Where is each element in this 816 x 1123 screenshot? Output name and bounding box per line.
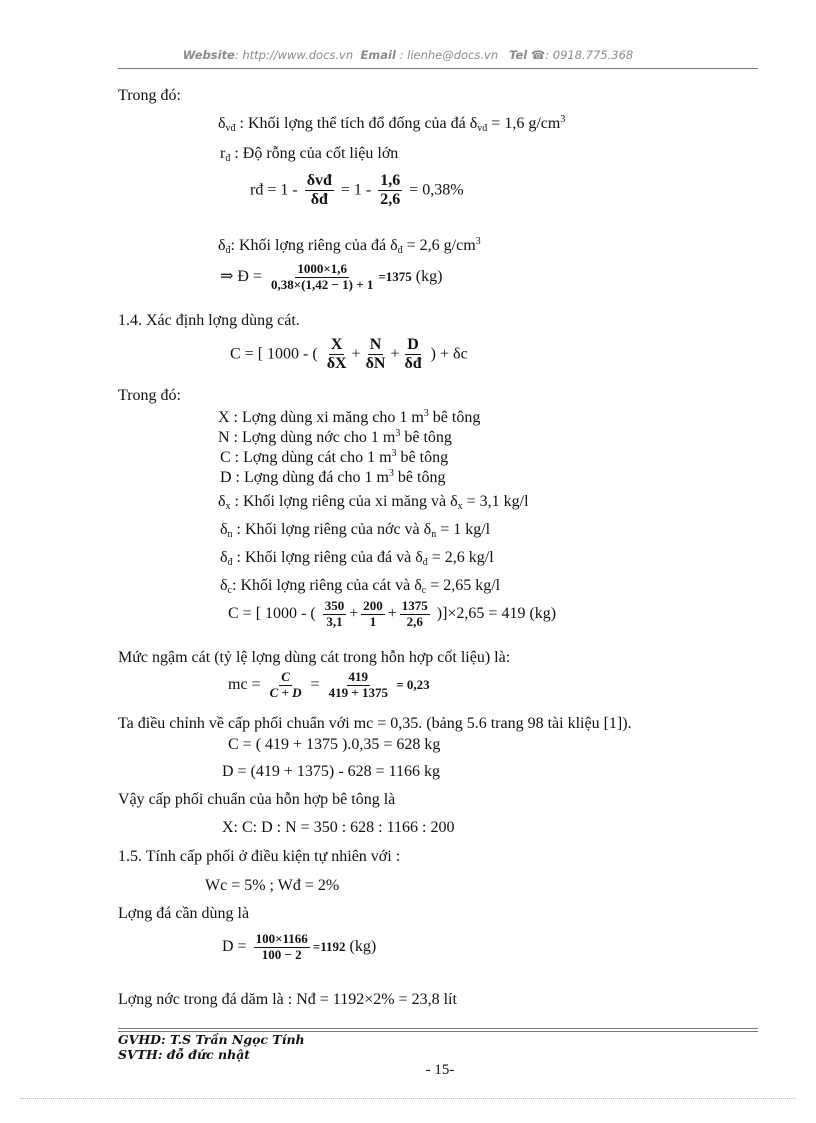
fraction-delta-vd-over-delta-d: $\frac{\text{δvđ}}{\delta đ}$ xyxy=(306,172,332,209)
equation-mc: mc = $\frac{C}{C + D}$ = $\frac{419}{419 + 1375}$ = 0,23 xyxy=(228,669,430,700)
bottom-dotted-line xyxy=(20,1098,796,1099)
tel-label: Tel xyxy=(509,48,528,62)
section-1-5-title: 1.5. Tính cấp phối ở điều kiện tự nhiên với : xyxy=(118,848,401,865)
equation-C-general: C = [ 1000 - ( $\frac{X}{\delta X}$ + $\frac{N}{\delta N}$ + $\frac{D}{\delta đ}$ ) + δc xyxy=(230,336,468,373)
supervisor-line: GVHD: T.S Trần Ngọc Tính xyxy=(118,1032,305,1047)
var-D: D : Lợng dùng đá cho 1 $m^3$ bê tông xyxy=(220,468,446,486)
def-delta-c: $\delta_c$: Khối lợng riêng của cát và $\delta_c = 2,65$ kg/l xyxy=(220,577,501,596)
equation-C-value: C = [ 1000 - ( $\frac{350}{3,1}$ + $\frac{200}{1}$ + $\frac{1375}{2,6}$ )]×2,65 = 419 (kg) xyxy=(228,598,557,629)
website-label: Website xyxy=(182,48,235,62)
header-rule xyxy=(118,68,758,69)
fraction-1-6-over-2-6: $\frac{1,6}{2,6}$ xyxy=(380,172,401,209)
student-line: SVTH: đỗ đức nhật xyxy=(118,1047,251,1062)
section-1-4-title: 1.4. Xác định lợng dùng cát. xyxy=(118,312,300,329)
trong-do-label-2: Trong đó: xyxy=(118,387,181,404)
standard-mix-ratio: X: C: D : N = 350 : 628 : 1166 : 200 xyxy=(222,819,455,836)
page-number: - 15- xyxy=(425,1062,455,1078)
var-X: X : Lợng dùng xi măng cho 1 $m^3$ bê tông xyxy=(218,408,481,426)
email-value: : lienhe@docs.vn xyxy=(399,48,499,62)
page-header xyxy=(0,50,816,62)
trong-do-label: Trong đó: xyxy=(118,87,181,104)
def-delta-vd: $\delta_{vđ}$ : Khối lợng thể tích đổ đống của đá $\delta_{vđ} = 1,6$ $g/cm^3$ xyxy=(218,114,566,134)
adjust-mix-line: Ta điều chỉnh về cấp phối chuẩn với mc = 0,35. (bảng 5.6 trang 98 tài kliệu [1]). xyxy=(118,715,632,732)
calc-C: C = ( 419 + 1375 ).0,35 = 628 kg xyxy=(228,736,441,753)
moisture-values: Wc = 5% ; Wđ = 2% xyxy=(205,877,340,894)
email-label: Email xyxy=(360,48,396,62)
def-delta-d-2: $\delta_đ$ : Khối lợng riêng của đá và $\delta_đ = 2,6$ kg/l xyxy=(220,549,494,568)
var-C: C : Lợng dùng cát cho 1 $m^3$ bê tông xyxy=(220,448,449,466)
muc-ngam-cat: Mức ngậm cát (tỷ lệ lợng dùng cát trong hỗn hợp cốt liệu) là: xyxy=(118,649,511,666)
footer-rule-1 xyxy=(118,1028,758,1029)
equation-D-natural: D = $\frac{100\times 1166}{100 - 2}$ =1192 (kg) xyxy=(222,931,377,962)
def-rd: $r_đ$ : Độ rỗng của cốt liệu lớn xyxy=(220,145,399,164)
def-delta-d: $\delta_đ$: Khối lợng riêng của đá $\delta_đ = 2,6$ $g/cm^3$ xyxy=(218,236,481,256)
phone-icon: ☎ xyxy=(530,48,546,62)
equation-D: ⇒ Đ = $\frac{1000\times 1,6}{0,38\times(1,42 - 1) + 1}$ =1375 (kg) xyxy=(220,261,443,292)
equation-rd: rđ = 1 - $\frac{\text{δvđ}}{\delta đ}$ = 1 - $\frac{1,6}{2,6}$ = 0,38% xyxy=(250,172,464,209)
var-N: N : Lợng dùng nớc cho 1 $m^3$ bê tông xyxy=(218,428,452,446)
def-delta-n: $\delta_n$ : Khối lợng riêng của nớc và $\delta_n = 1$ kg/l xyxy=(220,521,491,540)
stone-needed-label: Lợng đá cần dùng là xyxy=(118,905,250,922)
water-in-stone: Lợng nớc trong đá dăm là : Nđ = 1192×2% = 23,8 lít xyxy=(118,991,457,1008)
def-delta-x: $\delta_x$ : Khối lợng riêng của xi măng và $\delta_x = 3,1$ kg/l xyxy=(218,493,529,512)
tel-value: : 0918.775.368 xyxy=(545,48,634,62)
fraction-D: $\frac{1000\times 1,6}{0,38\times(1,42 - 1) + 1}$ xyxy=(270,261,374,292)
standard-mix-intro: Vậy cấp phối chuẩn của hỗn hợp bê tông là xyxy=(118,791,396,808)
calc-D: D = (419 + 1375) - 628 = 1166 kg xyxy=(222,763,441,780)
website-value: : http://www.docs.vn xyxy=(234,48,354,62)
